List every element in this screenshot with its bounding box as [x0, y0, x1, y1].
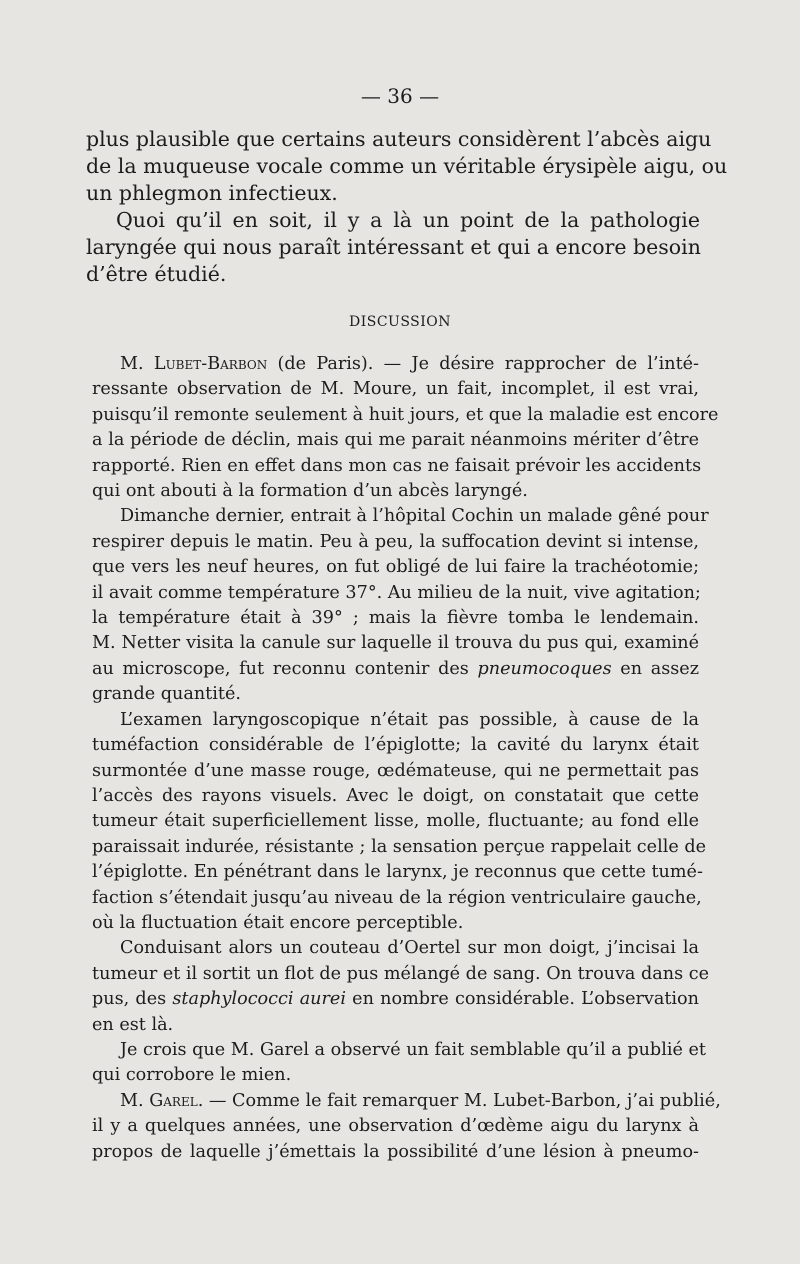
text-line: faction s’étendait jusqu’au niveau de la région ventriculaire gauche,	[92, 887, 702, 908]
text-line: respirer depuis le matin. Peu à peu, la suffocation devint si intense,	[92, 531, 699, 552]
text-line: où la fluctuation était encore perceptible.	[92, 912, 464, 933]
text-run: en nombre considérable. L’observation	[345, 989, 699, 1010]
text-line: rapporté. Rien en effet dans mon cas ne faisait prévoir les accidents	[92, 455, 702, 476]
text-line: Dimanche dernier, entrait à l’hôpital Cochin un malade gêné pour	[120, 506, 709, 527]
text-line: qui ont abouti à la formation d’un abcès laryngé.	[92, 481, 528, 502]
text-line: il y a quelques années, une observation d’œdème aigu du larynx à	[92, 1116, 699, 1137]
text-line: que vers les neuf heures, on fut obligé de lui faire la trachéotomie;	[92, 557, 699, 578]
text-line: de la muqueuse vocale comme un véritable érysipèle aigu, ou	[86, 154, 728, 178]
text-line: Je crois que M. Garel a observé un fait semblable qu’il a publié et	[120, 1039, 706, 1060]
text-run: au microscope, fut reconnu contenir des	[92, 658, 478, 679]
text-line: un phlegmon infectieux.	[86, 181, 338, 205]
text-line: a la période de déclin, mais qui me parait néanmoins mériter d’être	[92, 430, 699, 451]
text-line: l’épiglotte. En pénétrant dans le larynx, je reconnus que cette tumé-	[92, 862, 703, 883]
text-run: en assez	[611, 658, 699, 679]
text-line: puisqu’il remonte seulement à huit jours, et que la maladie est encore	[92, 404, 719, 425]
text-line	[92, 352, 699, 377]
discussion-body	[92, 352, 721, 1165]
text-line: Conduisant alors un couteau d’Oertel sur mon doigt, j’incisai la	[120, 938, 699, 959]
text-line: Quoi qu’il en soit, il y a là un point de la pathologie	[116, 208, 700, 232]
text-line	[92, 987, 699, 1012]
text-line: tumeur était superficiellement lisse, molle, fluctuante; au fond elle	[92, 811, 699, 832]
text-line: paraissait indurée, résistante ; la sensation perçue rappelait celle de	[92, 836, 707, 857]
text-line: L’examen laryngoscopique n’était pas possible, à cause de la	[120, 709, 699, 730]
text-line: en est là.	[92, 1014, 174, 1035]
speaker-text: (de Paris). — Je désire rapprocher de l’inté-	[267, 354, 699, 374]
text-line	[92, 1089, 721, 1114]
text-line: M. Netter visita la canule sur laquelle il trouva du pus qui, examiné	[92, 633, 699, 654]
text-run: pus, des	[92, 989, 173, 1010]
speaker-name: M. Lubet-Barbon	[120, 354, 268, 374]
text-line: qui corrobore le mien.	[92, 1065, 292, 1086]
text-line: il avait comme température 37°. Au milieu de la nuit, vive agitation;	[92, 582, 701, 603]
text-line: plus plausible que certains auteurs considèrent l’abcès aigu	[86, 127, 712, 151]
text-line: d’être étudié.	[86, 262, 227, 286]
text-line: grande quantité.	[92, 684, 241, 705]
text-line: propos de laquelle j’émettais la possibilité d’une lésion à pneumo-	[92, 1141, 699, 1162]
italic-term: pneumocoques	[477, 658, 612, 679]
text-line: laryngée qui nous paraît intéressant et qui a encore besoin	[86, 235, 701, 259]
intro-paragraph	[86, 126, 728, 288]
speaker-text: . — Comme le fait remarquer M. Lubet-Barbon, j’ai publié,	[197, 1090, 721, 1111]
text-line: tuméfaction considérable de l’épiglotte; la cavité du larynx était	[92, 735, 699, 756]
text-line: l’accès des rayons visuels. Avec le doigt, on constatait que cette	[92, 785, 699, 806]
text-line: surmontée d’une masse rouge, œdémateuse, qui ne permettait pas	[92, 760, 699, 781]
text-line	[92, 657, 699, 682]
speaker-name: M. Garel	[120, 1090, 198, 1111]
text-line: tumeur et il sortit un flot de pus mélangé de sang. On trouva dans ce	[92, 963, 709, 984]
text-line: ressante observation de M. Moure, un fait, incomplet, il est vrai,	[92, 379, 699, 400]
italic-term: staphylococci aurei	[172, 989, 346, 1010]
section-heading: DISCUSSION	[348, 314, 452, 330]
text-line: la température était à 39° ; mais la fièvre tomba le lendemain.	[92, 608, 699, 629]
page-number: — 36 —	[360, 84, 440, 108]
